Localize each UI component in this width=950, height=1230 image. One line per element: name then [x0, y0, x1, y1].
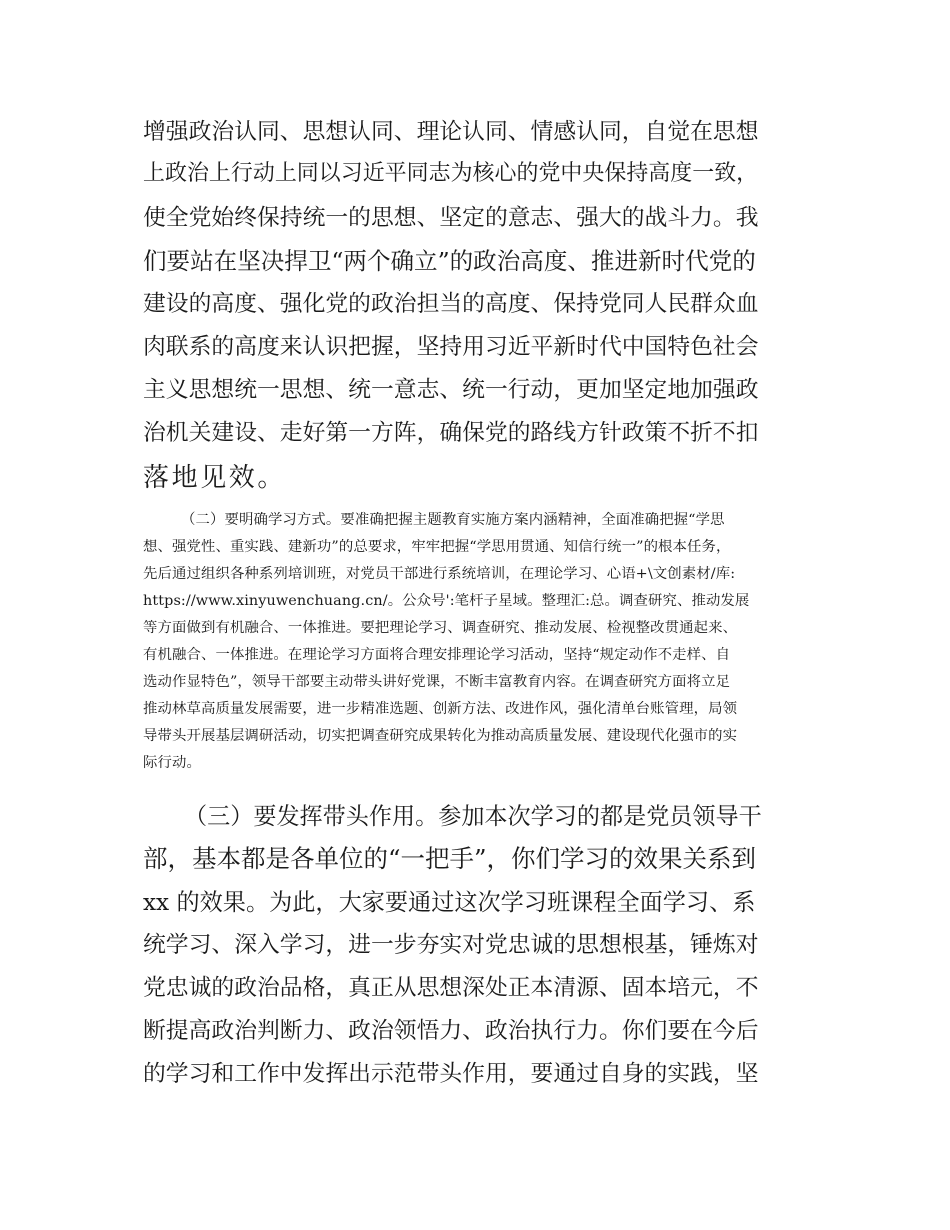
para3-line-4: 统学习、深入学习，进一步夯实对党忠诚的思想根基，锤炼对 — [143, 932, 759, 958]
para2-line-9: 导带头开展基层调研活动，切实把调查研究成果转化为推动高质量发展、建设现代化强市的实 — [143, 728, 738, 744]
para2-line-3: 先后通过组织各种系列培训班，对党员干部进行系统培训，在理论学习、心语+\文创素材/库: — [143, 566, 736, 582]
para2-line-10: 际行动。 — [143, 755, 201, 771]
para1-line-2: 上政治上行动上同以习近平同志为核心的党中央保持高度一致， — [143, 161, 759, 186]
para1-line-6: 肉联系的高度来认识把握，坚持用习近平新时代中国特色社会 — [143, 334, 759, 360]
para2-line-7: 选动作显特色”，领导干部要主动带头讲好党课，不断丰富教育内容。在调查研究方面将立足 — [143, 674, 731, 690]
para2-line-1: （二）要明确学习方式。要准确把握主题教育实施方案内涵精神，全面准确把握“学思 — [181, 512, 725, 528]
para1-line-8: 治机关建设、走好第一方阵，确保党的路线方针政策不折不扣 — [143, 420, 759, 446]
para1-line-1: 增强政治认同、思想认同、理论认同、情感认同，自觉在思想 — [143, 119, 759, 145]
para2-line-5: 等方面做到有机融合、一体推进。要把理论学习、调查研究、推动发展、检视整改贯通起来、 — [143, 620, 738, 636]
para3-line-7: 的学习和工作中发挥出示范带头作用，要通过自身的实践，坚 — [143, 1061, 759, 1087]
para2-line-8: 推动林草高质量发展需要，进一步精准选题、创新方法、改进作风，强化清单台账管理，局领 — [143, 701, 738, 717]
para1-line-7: 主义思想统一思想、统一意志、统一行动，更加坚定地加强政 — [143, 377, 759, 403]
para1-line-9: 落地见效。 — [143, 463, 287, 493]
para1-line-5: 建设的高度、强化党的政治担当的高度、保持党同人民群众血 — [143, 291, 759, 317]
para1-line-3: 使全党始终保持统一的思想、坚定的意志、强大的战斗力。我 — [143, 205, 759, 231]
para3-line-6: 断提高政治判断力、政治领悟力、政治执行力。你们要在今后 — [143, 1018, 759, 1044]
para3-line-3: xx 的效果。为此，大家要通过这次学习班课程全面学习、系 — [143, 890, 756, 916]
para2-line-6: 有机融合、一体推进。在理论学习方面将合理安排理论学习活动，坚持“规定动作不走样、自 — [143, 647, 731, 663]
para2-line-4: https://www.xinyuwenchuang.cn/。公众号':笔杆子星域。整理汇:总。调查研究、推动发展 — [143, 593, 750, 609]
para3-line-2: 部，基本都是各单位的“一把手”，你们学习的效果关系到 — [143, 844, 757, 873]
para3-line-1: （三）要发挥带头作用。参加本次学习的都是党员领导干 — [184, 804, 762, 830]
para2-line-2: 想、强党性、重实践、建新功”的总要求，牢牢把握“学思用贯通、知信行统一”的根本任务， — [143, 539, 731, 555]
para3-line-5: 党忠诚的政治品格，真正从思想深处正本清源、固本培元，不 — [143, 975, 759, 1001]
para1-line-4: 们要站在坚决捍卫“两个确立”的政治高度、推进新时代党的 — [143, 247, 756, 275]
